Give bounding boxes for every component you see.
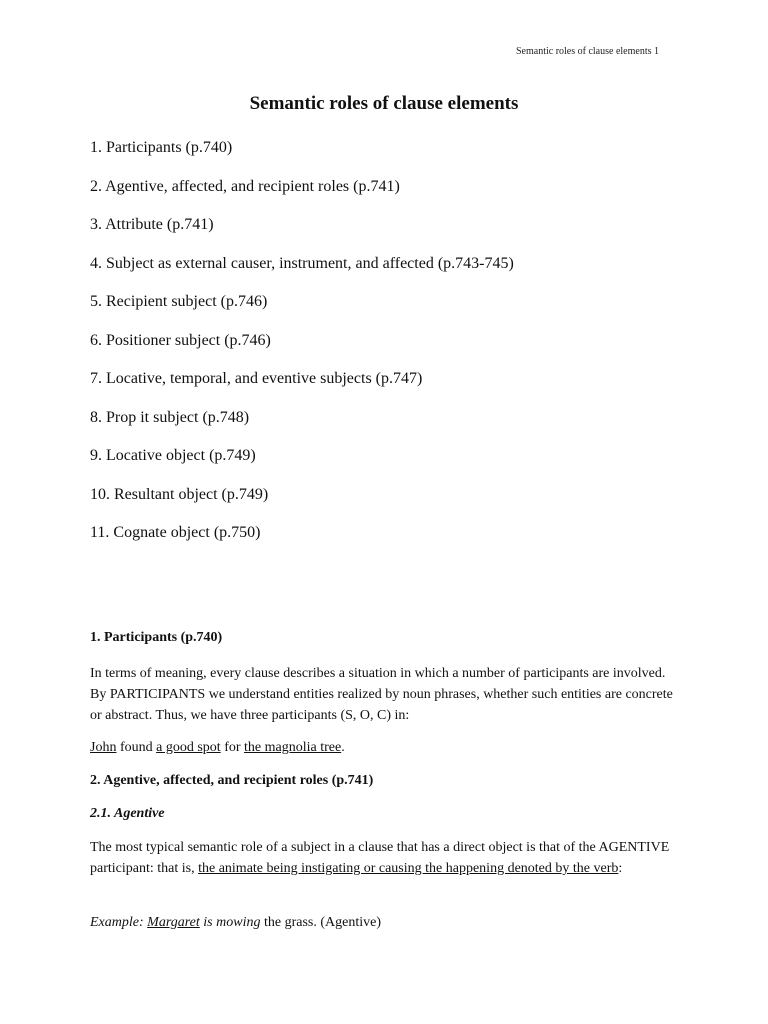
toc-item: 7. Locative, temporal, and eventive subjects (p.747) bbox=[90, 370, 423, 387]
participant-object: a good spot bbox=[156, 740, 221, 755]
agentive-subject: Margaret bbox=[147, 915, 200, 930]
body-text: The most typical semantic role of a subject in a clause that has a direct object is that of the AGENTIVE participant: that is, bbox=[90, 840, 670, 876]
example-label: Example: bbox=[90, 915, 144, 930]
section-heading-roles: 2. Agentive, affected, and recipient roles (p.741) bbox=[90, 773, 374, 788]
example-sentence-agentive bbox=[90, 912, 680, 933]
toc-item: 10. Resultant object (p.749) bbox=[90, 485, 269, 503]
section-body-participants: In terms of meaning, every clause describes a situation in which a number of participants are involved. By PARTICIPANTS we understand entities realized by noun phrases, whether such entities are concrete or abstract. Thus, we have three participants (S, O, C) in: bbox=[90, 666, 673, 723]
example-text: the grass. (Agentive) bbox=[260, 915, 381, 930]
toc-item: 2. Agentive, affected, and recipient roles (p.741) bbox=[90, 177, 400, 195]
toc-item: 6. Positioner subject (p.746) bbox=[90, 331, 271, 349]
section-body-agentive bbox=[90, 837, 680, 879]
table-of-contents bbox=[90, 138, 514, 562]
subsection-heading-agentive: 2.1. Agentive bbox=[90, 806, 165, 821]
toc-item: 8. Prop it subject (p.748) bbox=[90, 408, 250, 426]
participant-subject: John bbox=[90, 740, 117, 755]
example-sentence-participants bbox=[90, 737, 680, 758]
page-title: Semantic roles of clause elements bbox=[249, 93, 519, 114]
example-verb: is mowing bbox=[199, 915, 261, 930]
participant-complement: the magnolia tree bbox=[244, 740, 342, 755]
toc-item: 1. Participants (p.740) bbox=[90, 139, 233, 156]
toc-item: 3. Attribute (p.741) bbox=[90, 216, 214, 233]
toc-item: 11. Cognate object (p.750) bbox=[90, 524, 261, 541]
toc-item: 5. Recipient subject (p.746) bbox=[90, 293, 268, 310]
toc-item: 9. Locative object (p.749) bbox=[90, 447, 256, 464]
section-heading-participants: 1. Participants (p.740) bbox=[90, 630, 223, 645]
running-head: Semantic roles of clause elements 1 bbox=[515, 46, 659, 57]
example-text: found bbox=[116, 740, 157, 755]
body-text: : bbox=[618, 861, 623, 876]
toc-item: 4. Subject as external causer, instrument, and affected (p.743-745) bbox=[90, 254, 514, 272]
example-text: . bbox=[341, 740, 345, 755]
agentive-definition: the animate being instigating or causing the happening denoted by the verb bbox=[198, 861, 619, 876]
example-text: for bbox=[220, 740, 245, 755]
